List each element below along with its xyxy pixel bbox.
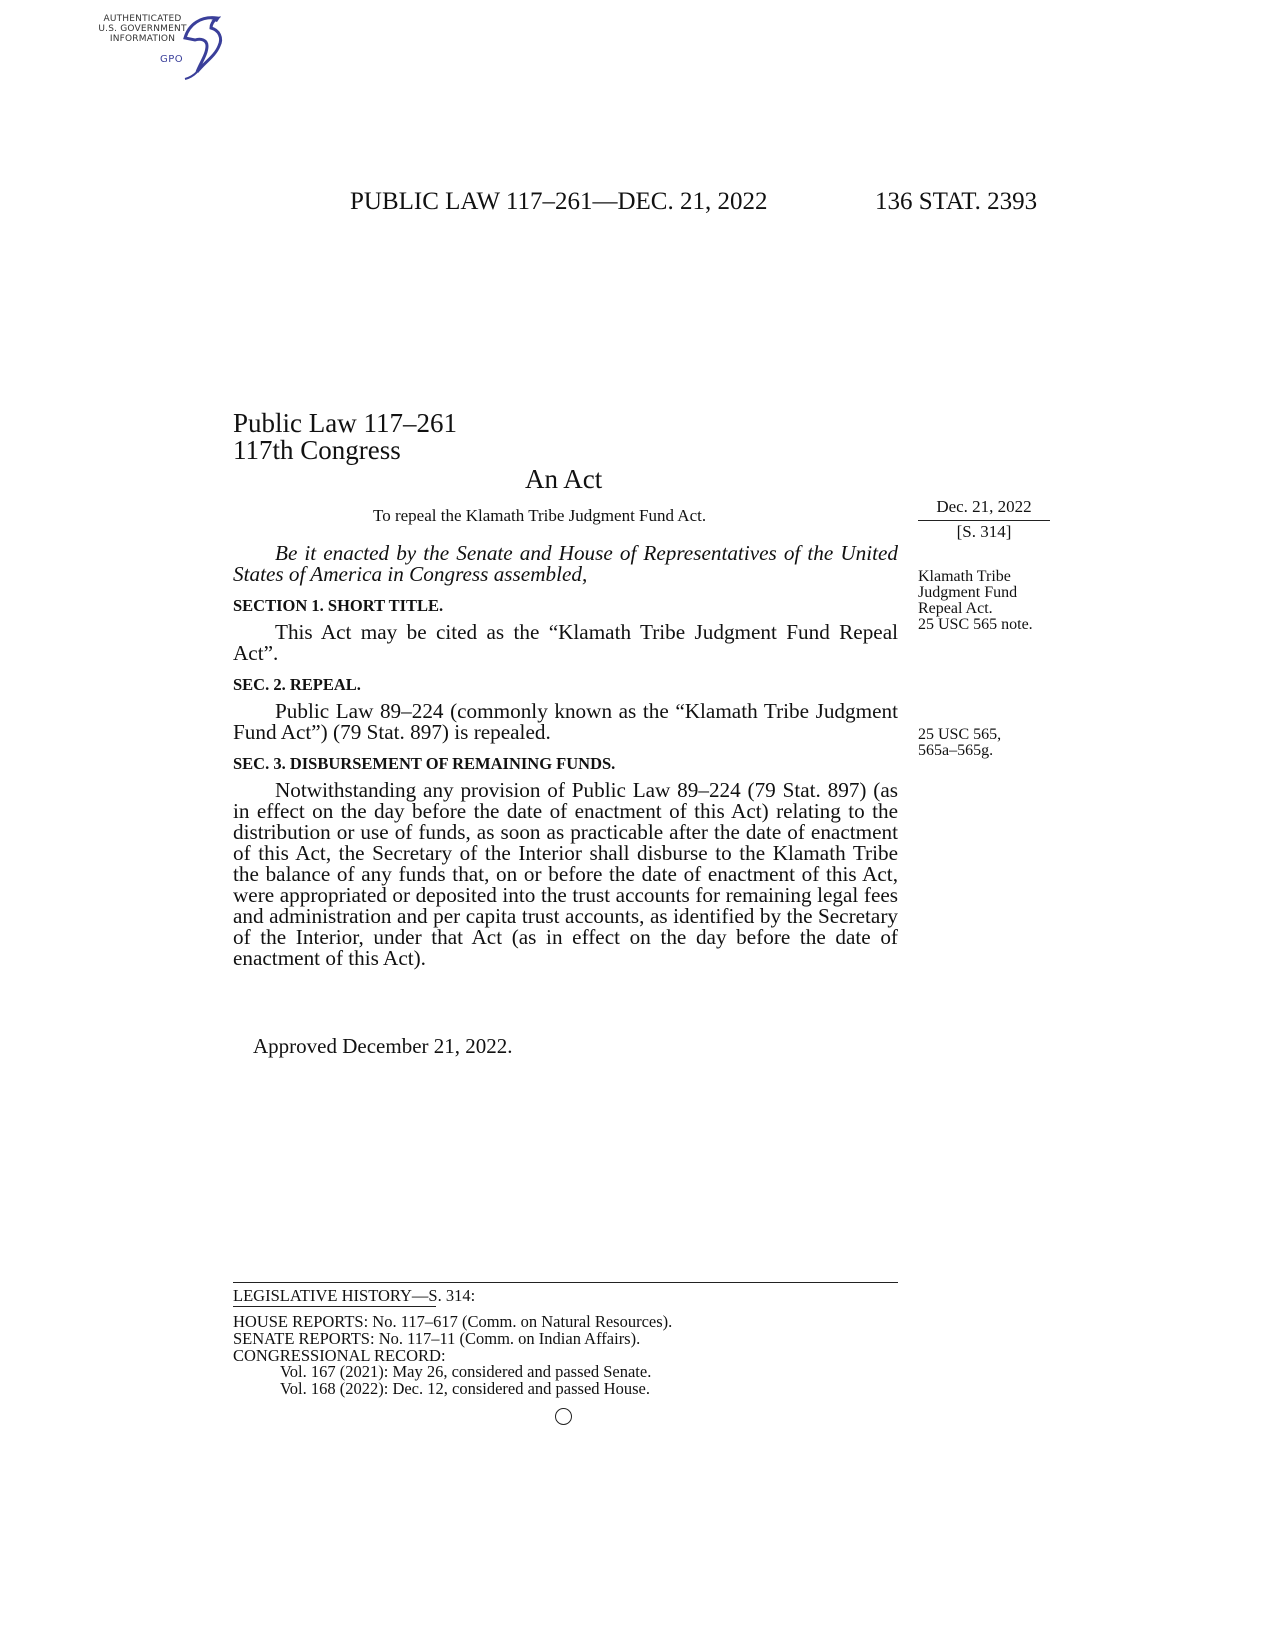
logo-gpo-mark: GPO	[160, 54, 184, 65]
margin-note-repeal	[918, 727, 1001, 759]
margin-date: Dec. 21, 2022	[936, 497, 1032, 516]
logo-line-2: U.S. GOVERNMENT	[98, 24, 187, 34]
senate-reports: SENATE REPORTS: No. 117–11 (Comm. on Indian Affairs).	[233, 1329, 641, 1348]
act-title: An Act	[525, 464, 603, 494]
record-vol-167: Vol. 167 (2021): May 26, considered and passed Senate.	[280, 1362, 652, 1381]
section-2-heading: SEC. 2. REPEAL.	[233, 675, 361, 694]
margin-note-short-title	[918, 569, 1033, 633]
congressional-record-label: CONGRESSIONAL RECORD:	[233, 1346, 446, 1365]
record-vol-168: Vol. 168 (2022): Dec. 12, considered and passed House.	[280, 1379, 650, 1398]
margin-note-line: Klamath Tribe	[918, 568, 1011, 585]
gpo-authentication-logo	[95, 10, 230, 80]
history-heading-underline	[233, 1306, 436, 1307]
section-1-heading: SECTION 1. SHORT TITLE.	[233, 596, 444, 615]
margin-note-line: Repeal Act.	[918, 600, 993, 617]
act-purpose: To repeal the Klamath Tribe Judgment Fund Act.	[373, 506, 707, 525]
margin-note-line: Judgment Fund	[918, 584, 1018, 601]
section-3-heading: SEC. 3. DISBURSEMENT OF REMAINING FUNDS.	[233, 754, 616, 773]
running-head-title: PUBLIC LAW 117–261—DEC. 21, 2022	[350, 188, 768, 215]
margin-bill-number: [S. 314]	[956, 522, 1012, 541]
logo-line-3: INFORMATION	[109, 34, 176, 44]
end-of-document-mark	[555, 1408, 572, 1425]
house-reports: HOUSE REPORTS: No. 117–617 (Comm. on Natural Resources).	[233, 1312, 673, 1331]
approval-date: Approved December 21, 2022.	[253, 1034, 513, 1058]
history-divider	[233, 1282, 898, 1283]
margin-note-line: 25 USC 565,	[918, 726, 1002, 743]
legislative-history-heading: LEGISLATIVE HISTORY—S. 314:	[233, 1286, 476, 1305]
congress-number: 117th Congress	[233, 435, 401, 465]
logo-line-1: AUTHENTICATED	[103, 14, 182, 24]
running-head-stat-page: 136 STAT. 2393	[875, 188, 1038, 215]
enacting-clause: Be it enacted by the Senate and House of Representatives of the United States of America in Congress assembled,	[233, 541, 898, 586]
section-2-text: Public Law 89–224 (commonly known as the “Klamath Tribe Judgment Fund Act”) (79 Stat. 897) is repealed.	[233, 699, 898, 744]
eagle-icon	[167, 10, 229, 80]
section-1-text: This Act may be cited as the “Klamath Tribe Judgment Fund Repeal Act”.	[233, 620, 898, 665]
margin-note-line: 565a–565g.	[918, 742, 994, 759]
margin-note-line: 25 USC 565 note.	[918, 616, 1033, 633]
section-3-text: Notwithstanding any provision of Public Law 89–224 (79 Stat. 897) (as in effect on the day before the date of enactment of this Act) relating to the distribution or use of funds, as soon as practicable after the date of enactment of this Act, the Secretary of the Interior shall disburse to the Klamath Tribe the balance of any funds that, on or before the date of enactment of this Act, were appropriated or deposited into the trust accounts for remaining legal fees and administration and per capita trust accounts, as identified by the Secretary of the Interior, under that Act (as in effect on the day before the date of enactment of this Act).	[233, 778, 898, 970]
margin-divider	[918, 520, 1050, 521]
public-law-number: Public Law 117–261	[233, 408, 457, 438]
